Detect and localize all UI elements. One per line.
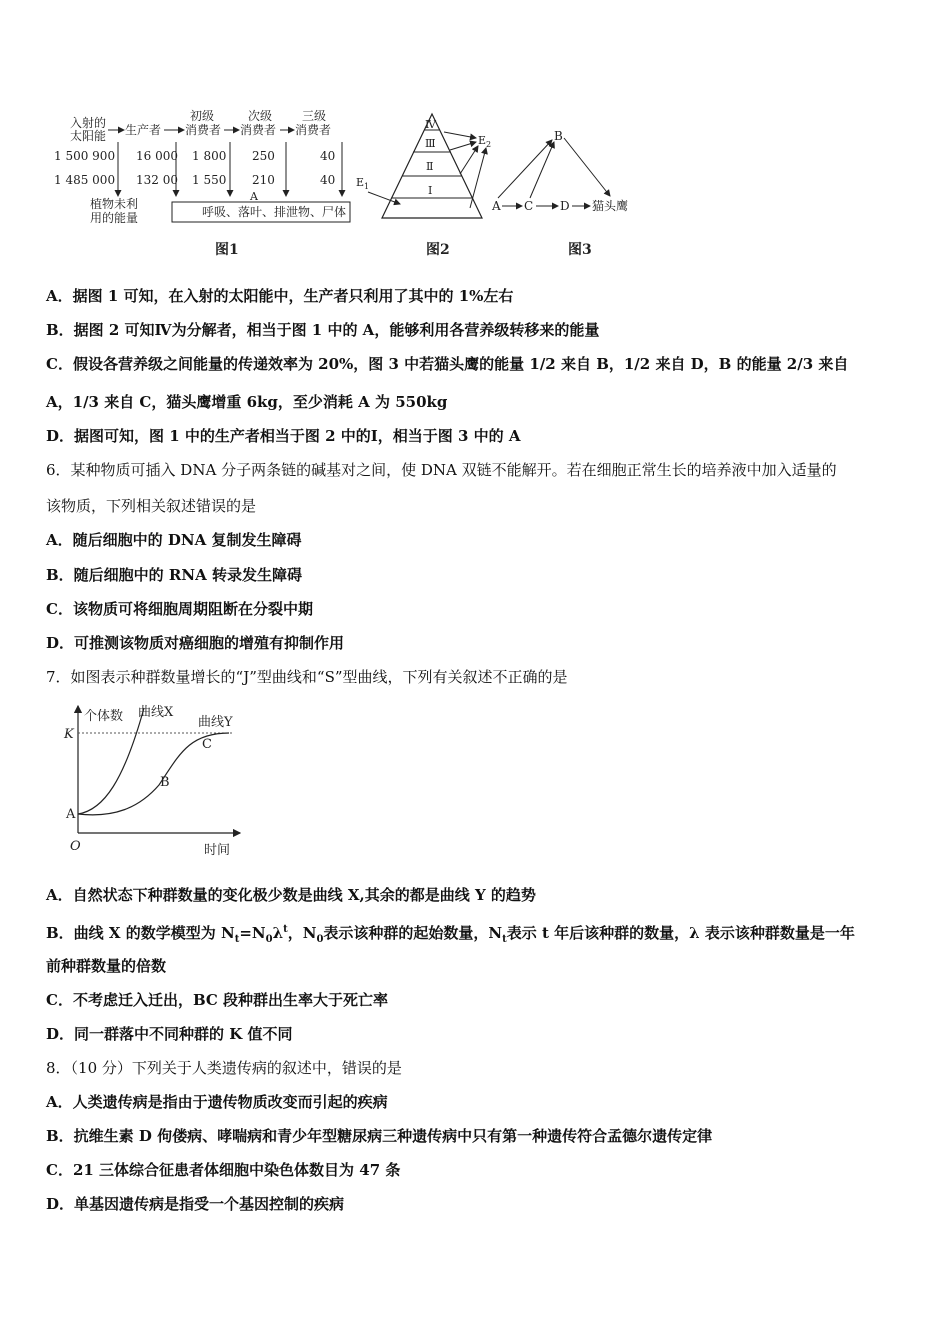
figure-2 — [356, 114, 491, 258]
fig2-caption: 图2 — [426, 242, 450, 258]
fig2-e2-arrow-2 — [450, 142, 476, 150]
q6-option-b: B．随后细胞中的 RNA 转录发生障碍 — [46, 566, 302, 584]
fig1-tertiary-label-1: 三级 — [302, 109, 327, 123]
q7-option-b: B．曲线 X 的数学模型为 $N_t=N_0\lambda^t$，$N_0$表示该种群的起始数量，$N_t$表示 t 年后该种群的数量，λ 表示该种群数量是一年 — [46, 924, 855, 945]
fig2-level-3: Ⅲ — [425, 137, 436, 150]
q7-curve-y-label: 曲线Y — [198, 715, 233, 730]
q5-option-a: A．据图 1 可知，在入射的太阳能中，生产者只利用了其中的 1%左右 — [46, 287, 514, 305]
fig1-sun-label-2: 太阳能 — [70, 129, 107, 143]
q7-stem: 7．如图表示种群数量增长的“J”型曲线和“S”型曲线，下列有关叙述不正确的是 — [46, 668, 568, 686]
fig2-e2-arrow-4 — [470, 148, 486, 208]
q8-option-a: A．人类遗传病是指由于遗传物质改变而引起的疾病 — [46, 1093, 388, 1111]
fig3-node-d: D — [560, 199, 570, 213]
fig1-row1-producer: 16 000 — [136, 149, 178, 163]
fig2-level-2: Ⅱ — [426, 160, 434, 173]
fig3-arrow-a-b — [498, 140, 552, 198]
q6-stem-line2: 该物质，下列相关叙述错误的是 — [46, 497, 257, 515]
q8-option-c: C．21 三体综合征患者体细胞中染色体数目为 47 条 — [46, 1161, 401, 1179]
q5-option-c: C．假设各营养级之间能量的传递效率为 20%，图 3 中若猫头鹰的能量 1/2 来自 B，1/2 来自 D，B 的能量 2/3 来自 — [46, 355, 849, 373]
q7-option-b-cont: 前种群数量的倍数 — [46, 957, 167, 975]
q7-b-label: B — [160, 775, 170, 790]
fig1-row2-producer: 132 00 — [136, 173, 178, 187]
q7-curve-x-label: 曲线X — [138, 705, 174, 720]
q8-option-b: B．抗维生素 D 佝偻病、哮喘病和青少年型糖尿病三种遗传病中只有第一种遗传符合孟德尔遗传定律 — [46, 1127, 713, 1145]
q7-graph — [44, 700, 244, 865]
fig1-unused-label-1: 植物未利 — [90, 197, 139, 211]
figure-1 — [54, 108, 350, 258]
fig1-secondary-label-1: 次级 — [248, 109, 273, 123]
fig1-sun-label-1: 入射的 — [70, 116, 107, 130]
q7-origin-label: O — [70, 839, 81, 854]
fig2-level-4: Ⅳ — [425, 118, 436, 131]
fig2-e2-arrow-1 — [444, 132, 476, 138]
fig2-e2-label: $E_2$ — [478, 134, 492, 149]
fig3-caption: 图3 — [568, 242, 592, 258]
fig2-level-1: Ⅰ — [428, 184, 433, 197]
q7-option-c: C．不考虑迁入迁出，BC 段种群出生率大于死亡率 — [46, 991, 389, 1009]
top-figures — [40, 100, 660, 270]
q7-k-label: K — [64, 727, 74, 742]
fig1-row1-primary: 1 800 — [192, 149, 227, 163]
fig1-row2-primary: 1 550 — [192, 173, 227, 187]
fig1-primary-label-2: 消费者 — [185, 123, 222, 137]
figure-3 — [491, 129, 628, 258]
q7-c-label: C — [202, 737, 212, 752]
q6-option-a: A．随后细胞中的 DNA 复制发生障碍 — [46, 531, 302, 549]
fig3-arrow-b-owl — [564, 138, 610, 196]
q5-option-c-cont: A，1/3 来自 C，猫头鹰增重 6kg，至少消耗 A 为 550kg — [46, 393, 448, 411]
fig3-node-c: C — [524, 199, 534, 213]
fig1-row2-secondary: 210 — [252, 173, 275, 187]
fig1-row1-sun: 1 500 900 — [54, 149, 116, 163]
fig1-respiration-label: 呼吸、落叶、排泄物、尸体 — [202, 205, 347, 219]
q5-option-d: D．据图可知，图 1 中的生产者相当于图 2 中的Ⅰ，相当于图 3 中的 A — [46, 427, 521, 445]
fig1-row1-secondary: 250 — [252, 149, 275, 163]
q7-graph-svg — [44, 700, 244, 865]
q6-option-c: C．该物质可将细胞周期阻断在分裂中期 — [46, 600, 313, 618]
q6-stem-line1: 6．某种物质可插入 DNA 分子两条链的碱基对之间，使 DNA 双链不能解开。若在细胞正常生长的培养液中加入适量的 — [46, 461, 837, 479]
fig1-row2-tertiary: 40 — [320, 173, 336, 187]
fig3-node-a: A — [492, 199, 501, 213]
top-figures-svg — [40, 100, 660, 270]
fig1-row2-sun: 1 485 000 — [54, 173, 116, 187]
fig1-secondary-label-2: 消费者 — [240, 123, 277, 137]
q7-y-label: 个体数 — [84, 709, 124, 724]
fig1-tertiary-label-2: 消费者 — [295, 123, 332, 137]
fig1-producer-label: 生产者 — [125, 123, 162, 137]
q7-option-a: A．自然状态下种群数量的变化极少数是曲线 X,其余的都是曲线 Y 的趋势 — [46, 886, 536, 904]
fig3-node-b: B — [554, 129, 563, 143]
fig2-e1-label: $E_1$ — [356, 176, 370, 191]
fig1-unused-label-2: 用的能量 — [90, 211, 139, 225]
q8-stem: 8．（10 分）下列关于人类遗传病的叙述中，错误的是 — [46, 1059, 402, 1077]
q7-option-d: D．同一群落中不同种群的 K 值不同 — [46, 1025, 293, 1043]
q6-option-d: D．可推测该物质对癌细胞的增殖有抑制作用 — [46, 634, 345, 652]
q7-x-label: 时间 — [204, 843, 231, 858]
fig1-primary-label-1: 初级 — [190, 109, 215, 123]
q8-option-d: D．单基因遗传病是指受一个基因控制的疾病 — [46, 1195, 345, 1213]
fig3-node-owl: 猫头鹰 — [592, 199, 629, 213]
fig1-caption: 图1 — [215, 242, 239, 258]
fig2-e2-arrow-3 — [460, 146, 478, 174]
fig1-row1-tertiary: 40 — [320, 149, 336, 163]
fig1-a-label: A — [250, 190, 258, 203]
q7-a-label: A — [66, 807, 76, 822]
q5-option-b: B．据图 2 可知Ⅳ为分解者，相当于图 1 中的 A，能够利用各营养级转移来的能量 — [46, 321, 600, 339]
